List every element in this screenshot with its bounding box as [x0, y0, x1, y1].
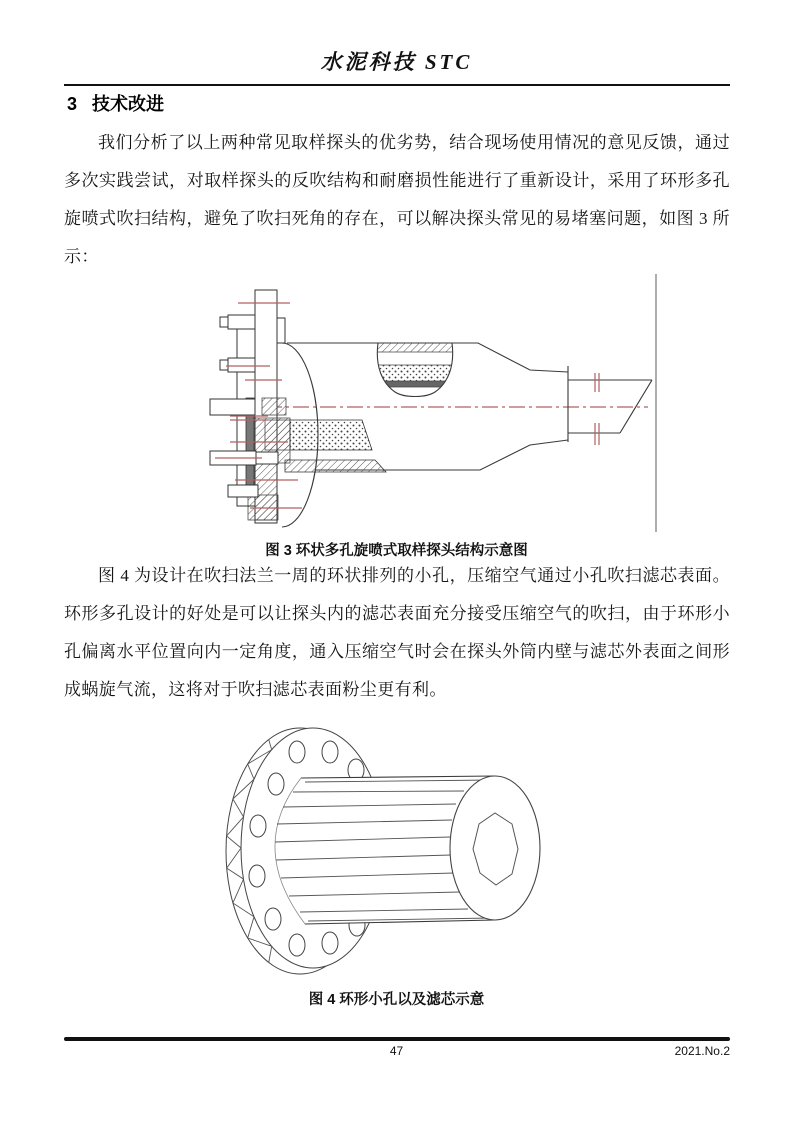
header-rule	[64, 84, 730, 86]
body-paragraph-1: 我们分析了以上两种常见取样探头的优劣势，结合现场使用情况的意见反馈，通过多次实践尝试，对取样探头的反吹结构和耐磨损性能进行了重新设计，采用了环形多孔旋喷式吹扫结构，避免了吹扫死角的存在，可以解决探头常见的易堵塞问题，如图 3 所示：	[64, 133, 730, 266]
figure4-flange-drawing	[215, 712, 555, 982]
filter-cartridge	[275, 776, 540, 924]
figure3-caption: 图 3 环状多孔旋喷式取样探头结构示意图	[265, 543, 528, 559]
footer-rule	[64, 1037, 730, 1041]
body-paragraph-2: 图 4 为设计在吹扫法兰一周的环状排列的小孔，压缩空气通过小孔吹扫滤芯表面。环形多孔设计的好处是可以让探头内的滤芯表面充分接受压缩空气的吹扫，由于环形小孔偏离水平位置向内一定角度，通入压缩空气时会在探头外筒内壁与滤芯外表面之间形成蜗旋气流，这将对于吹扫滤芯表面粉尘更有利。	[64, 566, 730, 699]
figure4-caption: 图 4 环形小孔以及滤芯示意	[308, 992, 485, 1008]
page-number: 47	[389, 1044, 404, 1058]
section-heading	[67, 90, 164, 116]
figure3-probe-drawing	[190, 268, 670, 538]
section-title: 技术改进	[92, 94, 165, 114]
section-number: 3	[67, 94, 78, 114]
journal-title: 水泥科技 STC	[320, 50, 473, 74]
issue-number: 2021.No.2	[674, 1044, 730, 1058]
sampling-dome	[375, 343, 457, 397]
